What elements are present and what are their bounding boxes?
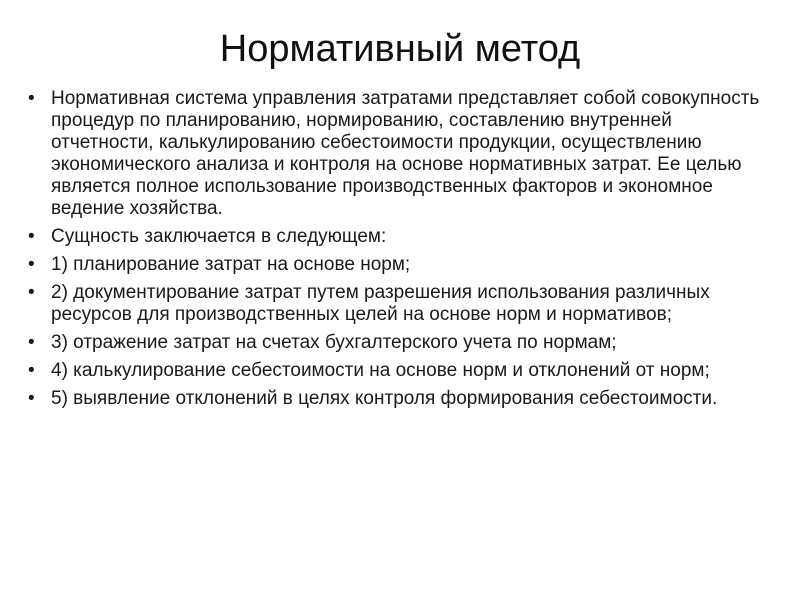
bullet-text: Нормативная система управления затратами представляет собой совокупность процедур по планированию, нормированию, составлению внутренней отчетности, калькулированию себестоимости продукции, осуществлению экономического анализа и контроля на основе нормативных затрат. Ее целью является полное использование производственных факторов и экономное ведение хозяйства. <box>51 88 760 219</box>
slide-title: Нормативный метод <box>219 28 581 70</box>
bullet-item-5 <box>26 332 766 354</box>
bullet-item-3 <box>26 254 766 276</box>
bullet-dot-icon: • <box>28 360 35 381</box>
bullet-item-2 <box>26 226 766 248</box>
bullet-text: Сущность заключается в следующем: <box>51 226 387 247</box>
bullet-item-7 <box>26 388 766 410</box>
bullet-dot-icon: • <box>28 254 35 275</box>
bullet-dot-icon: • <box>28 88 35 109</box>
bullet-item-6 <box>26 360 766 382</box>
bullet-dot-icon: • <box>28 388 35 409</box>
bullet-dot-icon: • <box>28 226 35 247</box>
bullet-dot-icon: • <box>28 282 35 303</box>
bullet-list <box>26 88 766 416</box>
bullet-text: 4) калькулирование себестоимости на основе норм и отклонений от норм; <box>51 360 710 381</box>
bullet-dot-icon: • <box>28 332 35 353</box>
bullet-text: 5) выявление отклонений в целях контроля формирования себестоимости. <box>51 388 718 409</box>
bullet-text: 1) планирование затрат на основе норм; <box>51 254 411 275</box>
bullet-item-1 <box>26 88 766 220</box>
bullet-item-4 <box>26 282 766 326</box>
bullet-text: 3) отражение затрат на счетах бухгалтерского учета по нормам; <box>51 332 617 353</box>
bullet-text: 2) документирование затрат путем разрешения использования различных ресурсов для производственных целей на основе норм и нормативов; <box>51 282 710 325</box>
